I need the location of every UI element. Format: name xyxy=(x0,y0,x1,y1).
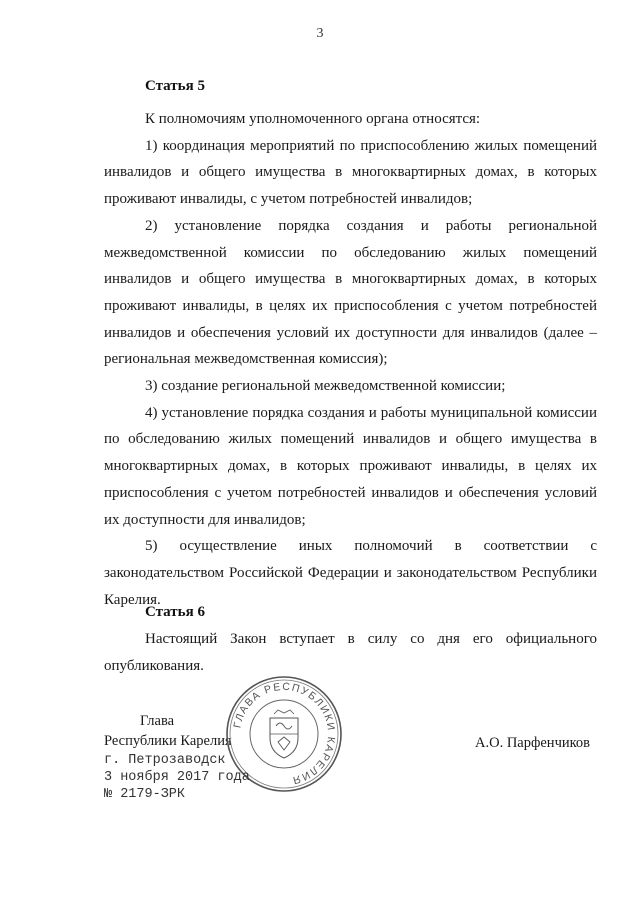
article-5-intro: К полномочиям уполномоченного органа относятся: xyxy=(145,111,481,127)
article-5-item-5: 5) осуществление иных полномочий в соответствии с законодательством Российской Федерации и законодательством Республики Карелия. xyxy=(104,538,597,608)
article-5-item-1: 1) координация мероприятий по приспособлению жилых помещений инвалидов и общего имущества в многоквартирных домах, в которых проживают инвалиды, с учетом потребностей инвалидов; xyxy=(104,137,597,208)
article-5-item-4: 4) установление порядка создания и работы муниципальной комиссии по обследованию жилых помещений инвалидов и общего имущества в многоквартирных домах, в которых проживают инвалиды, в целях их приспособления с учетом потребностей инвалидов и обеспечения условий их доступности для инвалидов; xyxy=(104,404,597,528)
article-5-item-3: 3) создание региональной межведомственной комиссии; xyxy=(145,378,506,395)
registration-stamp xyxy=(104,752,250,803)
page-number: 3 xyxy=(316,26,324,41)
signature-title-line2: Республики Карелия xyxy=(104,733,232,749)
article-5-body xyxy=(104,106,597,613)
article-5-heading: Статья 5 xyxy=(145,78,205,94)
coat-of-arms-icon xyxy=(270,710,298,758)
signatory-name: А.О. Парфенчиков xyxy=(475,735,591,751)
stamp-number: № 2179-ЗРК xyxy=(104,787,186,802)
article-6-text: Настоящий Закон вступает в силу со дня его официального опубликования. xyxy=(104,631,597,674)
article-6-heading: Статья 6 xyxy=(145,604,205,620)
article-5-item-2: 2) установление порядка создания и работы региональной межведомственной комиссии по обследованию жилых помещений инвалидов и общего имущества в многоквартирных домах, в которых проживают инвалиды, в целях их приспособления с учетом потребностей инвалидов и обеспечения условий их доступности для инвалидов (далее – региональная межведомственная комиссия); xyxy=(104,217,597,368)
stamp-date: 3 ноября 2017 года xyxy=(104,770,250,785)
seal-text: ГЛАВА РЕСПУБЛИКИ КАРЕЛИЯ xyxy=(231,680,338,787)
signature-title-line1: Глава xyxy=(140,713,175,729)
stamp-city: г. Петрозаводск xyxy=(104,753,226,768)
article-6-body xyxy=(104,626,597,679)
